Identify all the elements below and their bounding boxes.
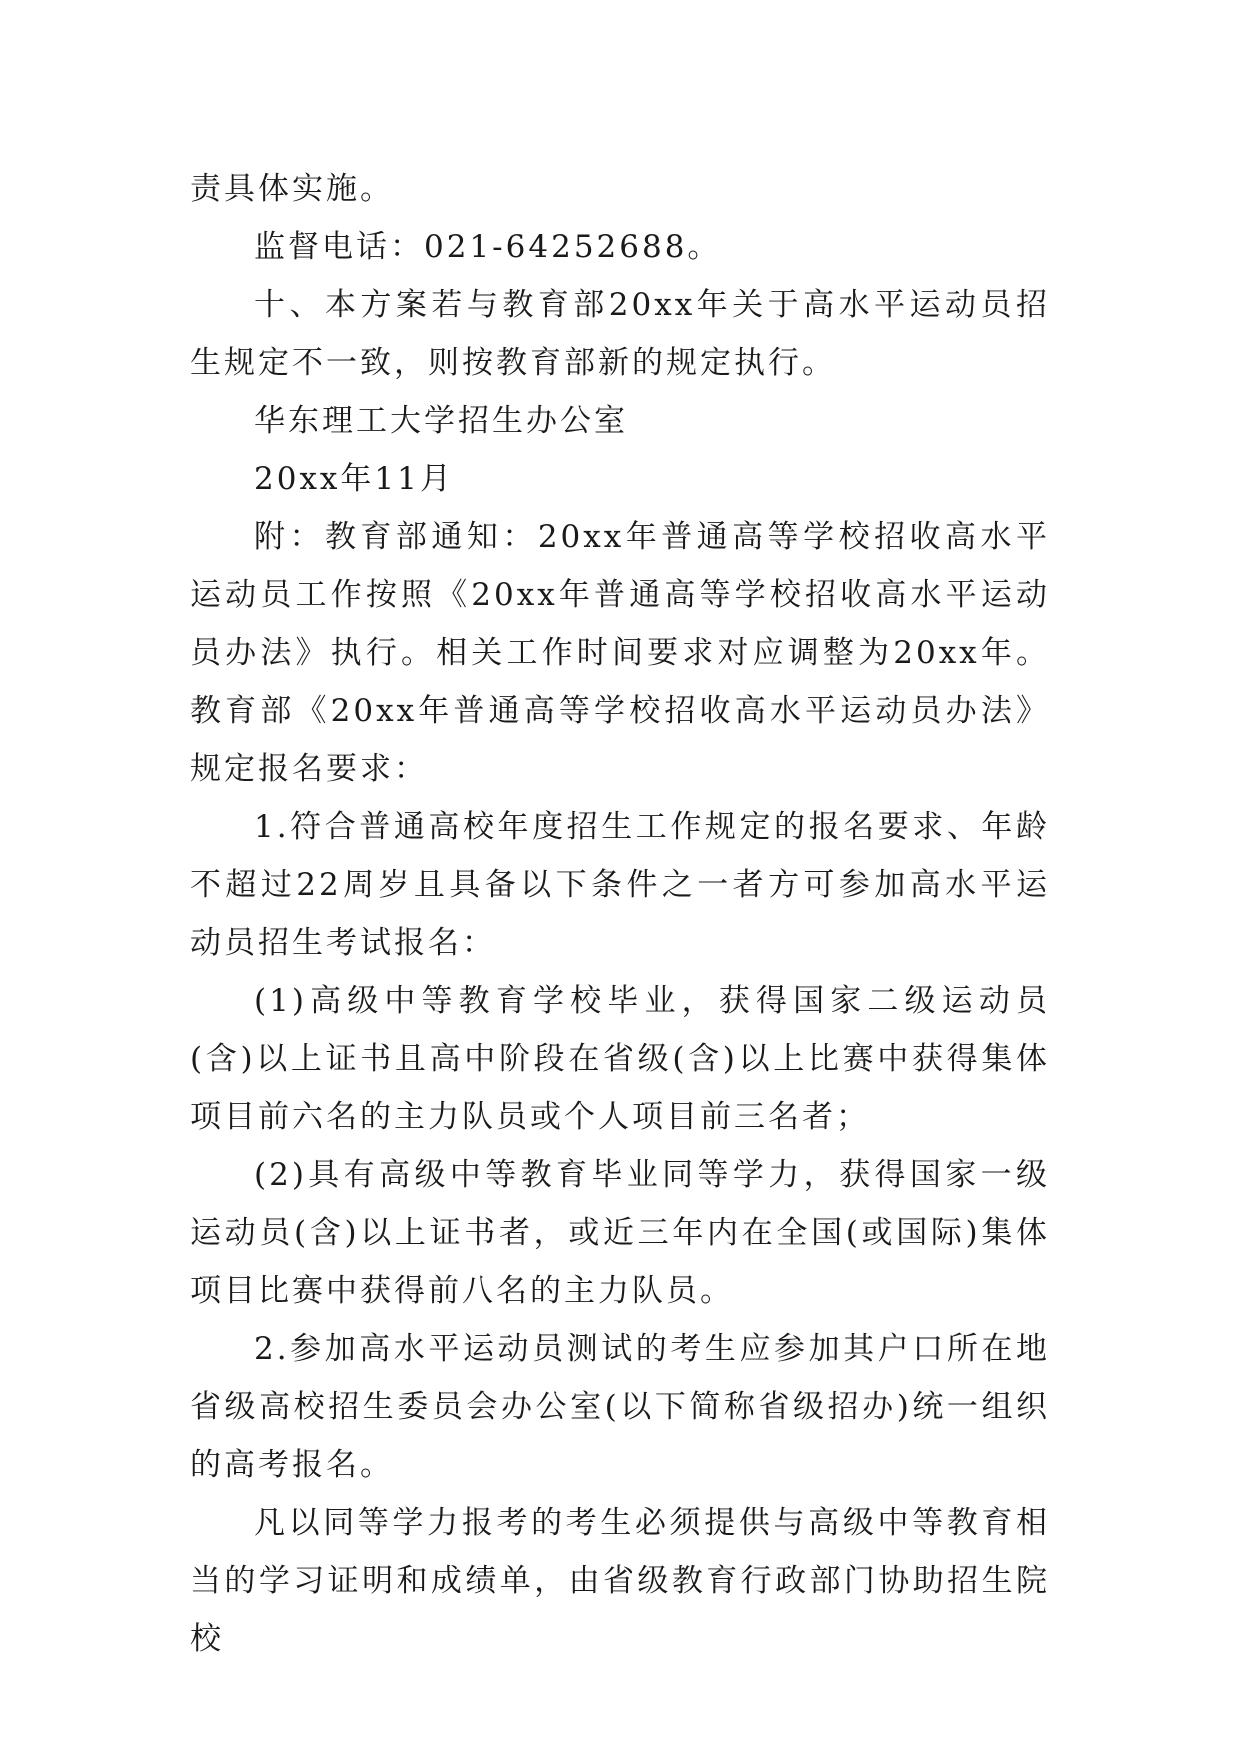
paragraph-requirement-1: 1.符合普通高校年度招生工作规定的报名要求、年龄不超过22周岁且具备以下条件之一者方可参加高水平运动员招生考试报名： bbox=[190, 809, 1050, 961]
document-body bbox=[190, 160, 1050, 1668]
paragraph-clause-ten: 十、本方案若与教育部20xx年关于高水平运动员招生规定不一致，则按教育部新的规定执行。 bbox=[190, 287, 1050, 381]
paragraph-requirement-2: 2.参加高水平运动员测试的考生应参加其户口所在地省级高校招生委员会办公室(以下简称省级招办)统一组织的高考报名。 bbox=[190, 1331, 1050, 1483]
paragraph-supervision-phone: 监督电话：021-64252688。 bbox=[254, 229, 722, 265]
paragraph-appendix-notice: 附：教育部通知：20xx年普通高等学校招收高水平运动员工作按照《20xx年普通高等学校招收高水平运动员办法》执行。相关工作时间要求对应调整为20xx年。教育部《20xx年普通高等学校招收高水平运动员办法》规定报名要求： bbox=[190, 519, 1050, 787]
paragraph-equivalent-qualification: 凡以同等学力报考的考生必须提供与高级中等教育相当的学习证明和成绩单，由省级教育行政部门协助招生院校 bbox=[190, 1505, 1050, 1657]
paragraph-condition-1: (1)高级中等教育学校毕业，获得国家二级运动员(含)以上证书且高中阶段在省级(含)以上比赛中获得集体项目前六名的主力队员或个人项目前三名者； bbox=[190, 983, 1050, 1135]
paragraph-condition-2: (2)具有高级中等教育毕业同等学力，获得国家一级运动员(含)以上证书者，或近三年内在全国(或国际)集体项目比赛中获得前八名的主力队员。 bbox=[190, 1157, 1050, 1309]
paragraph-continuation: 责具体实施。 bbox=[190, 171, 394, 207]
paragraph-date: 20xx年11月 bbox=[254, 461, 454, 497]
paragraph-issuer: 华东理工大学招生办公室 bbox=[254, 403, 628, 439]
